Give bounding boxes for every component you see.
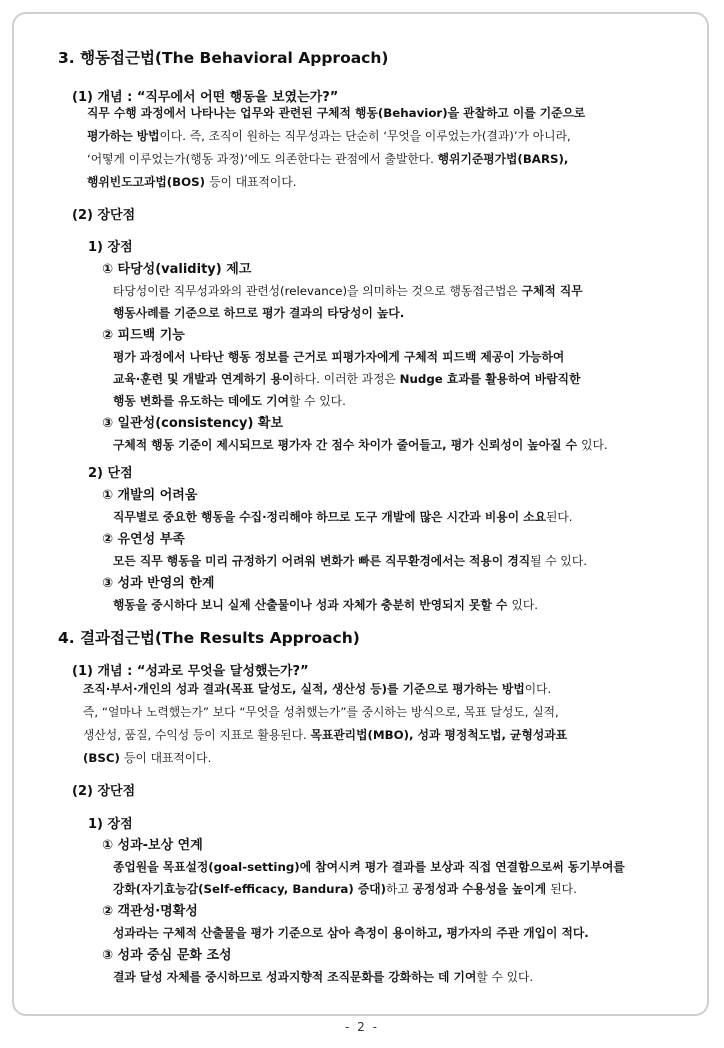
- section3-pros-item-line: [113, 302, 683, 324]
- section4-concept-line-segment: 조직·부서·개인의 성과 결과(목표 달성도, 실적, 생산성 등)를 기준으로 평가하는 방법: [83, 682, 525, 696]
- section3-cons-item-line-segment: 된다.: [546, 510, 573, 524]
- section3-concept-line-segment: ‘어떻게 이루었는가(행동 과정)’에도 의존한다는 관점에서 출발한다.: [87, 152, 438, 166]
- section3-pros-item-line: [113, 280, 683, 302]
- section3-concept-line: [87, 102, 684, 124]
- section3-pros-item-line-segment: 구체적 직무: [521, 284, 583, 298]
- section3-concept-line-segment: 행위빈도고과법(BOS): [87, 175, 210, 189]
- page-number: - 2 -: [345, 1020, 379, 1034]
- section3-pros-item-line-segment: 구체적 행동 기준이 제시되므로 평가자 간 점수 차이가 줄어들고, 평가 신뢰성이 높아질 수: [113, 438, 582, 452]
- section3-concept-line: [87, 125, 684, 147]
- section4-pros-item-line-segment: 할 수 있다.: [476, 970, 534, 984]
- section3-pros-cons-heading: (2) 장단점: [72, 208, 136, 223]
- section4-pros-item-line-segment: 성과라는 구체적 산출물을 평가 기준으로 삼아 측정이 용이하고, 평가자의 주관 개입이 적다.: [113, 926, 589, 940]
- section3-pros-item-line-segment: 있다.: [581, 438, 608, 452]
- section3-pros-item-line-segment: 교육·훈련 및 개발과 연계하기 용이: [113, 372, 294, 386]
- section3-concept-line-segment: 직무 수행 과정에서 나타나는 업무와 관련된 구체적 행동(Behavior)을 관찰하고 이를 기준으로: [87, 106, 586, 120]
- section3-pros-item-line: [113, 346, 683, 368]
- section3-pros-item-line: [113, 390, 683, 412]
- section4-pros-item-line-segment: 하고: [386, 882, 413, 896]
- section4-pros-item-line-segment: 종업원을 목표설정(goal-setting)에 참여시켜 평가 결과를 보상과 직접 연결함으로써 동기부여를: [113, 860, 625, 874]
- section4-pros-heading: 1) 장점: [88, 817, 133, 832]
- section3-cons-item-line-segment: 직무별로 중요한 행동을 수집·정리해야 하므로 도구 개발에 많은 시간과 비용이 소요: [113, 510, 547, 524]
- section4-pros-item-line-segment: 공정성과 수용성을 높이게: [412, 882, 551, 896]
- section4-pros-item-title: ② 객관성·명확성: [102, 904, 198, 919]
- section3-concept-heading: (1) 개념 : “직무에서 어떤 행동을 보였는가?”: [72, 90, 339, 105]
- section4-concept-line-segment: 등이 대표적이다.: [124, 751, 212, 765]
- section3-concept-line-segment: 이다. 즉, 조직이 원하는 직무성과는 단순히 ‘무엇을 이루었는가(결과)’가 아니라,: [159, 129, 571, 143]
- section3-concept-line-segment: 등이 대표적이다.: [209, 175, 297, 189]
- section3-pros-item-line-segment: Nudge 효과를 활용하여 바람직한: [399, 372, 581, 386]
- section4-pros-cons-heading: (2) 장단점: [72, 784, 136, 799]
- section3-concept-line: [87, 171, 684, 193]
- section4-pros-item-line-segment: 강화(자기효능감(Self-efficacy, Bandura) 증대): [113, 882, 387, 896]
- section3-cons-item-line-segment: 행동을 중시하다 보니 실제 산출물이나 성과 자체가 충분히 반영되지 못할 수: [113, 598, 512, 612]
- section3-cons-item-line: [113, 550, 683, 572]
- section3-cons-item-title: ② 유연성 부족: [102, 532, 185, 547]
- section3-concept-line: [87, 148, 684, 170]
- section4-title: 4. 결과접근법(The Results Approach): [58, 629, 360, 647]
- section4-pros-item-line-segment: 된다.: [550, 882, 577, 896]
- section3-cons-item-title: ③ 성과 반영의 한계: [102, 576, 215, 591]
- section4-concept-line-segment: (BSC): [83, 751, 125, 765]
- section4-concept-line-segment: 즉, “얼마나 노력했는가” 보다 “무엇을 성취했는가”를 중시하는 방식으로, 목표 달성도, 실적,: [83, 705, 559, 719]
- section4-concept-line-segment: 목표관리법(MBO), 성과 평정척도법, 균형성과표: [310, 728, 568, 742]
- section4-pros-item-title: ① 성과-보상 연계: [102, 838, 203, 853]
- section3-cons-item-title: ① 개발의 어려움: [102, 488, 198, 503]
- section3-cons-item-line-segment: 있다.: [511, 598, 538, 612]
- section3-pros-item-line-segment: 행동 변화를 유도하는 데에도 기여: [113, 394, 289, 408]
- section4-pros-item-line: [113, 966, 683, 988]
- section3-pros-item-line-segment: 행동사례를 기준으로 하므로 평가 결과의 타당성이 높다.: [113, 306, 405, 320]
- section3-pros-item-line-segment: 할 수 있다.: [288, 394, 346, 408]
- section3-concept-line-segment: 평가하는 방법: [87, 129, 160, 143]
- section3-pros-item-line-segment: 타당성이란 직무성과와의 관련성(relevance)을 의미하는 것으로 행동접근법은: [113, 284, 522, 298]
- section3-cons-heading: 2) 단점: [88, 466, 133, 481]
- section3-pros-item-line-segment: 평가 과정에서 나타난 행동 정보를 근거로 피평가자에게 구체적 피드백 제공이 가능하여: [113, 350, 565, 364]
- section4-pros-item-title: ③ 성과 중심 문화 조성: [102, 948, 232, 963]
- section3-cons-item-line-segment: 될 수 있다.: [530, 554, 587, 568]
- section3-pros-item-title: ③ 일관성(consistency) 확보: [102, 416, 284, 431]
- section3-pros-item-title: ② 피드백 기능: [102, 328, 185, 343]
- section3-cons-item-line: [113, 506, 683, 528]
- section4-concept-line: [83, 724, 684, 746]
- section4-concept-line: [83, 747, 684, 769]
- section4-concept-heading: (1) 개념 : “성과로 무엇을 달성했는가?”: [72, 664, 309, 679]
- section4-concept-line: [83, 678, 684, 700]
- section4-concept-line-segment: 이다.: [524, 682, 552, 696]
- section3-pros-item-title: ① 타당성(validity) 제고: [102, 262, 252, 277]
- section3-pros-item-line: [113, 434, 683, 456]
- section3-concept-line-segment: 행위기준평가법(BARS),: [437, 152, 569, 166]
- section3-cons-item-line: [113, 594, 683, 616]
- section4-pros-item-line: [113, 856, 683, 878]
- section4-pros-item-line: [113, 922, 683, 944]
- section4-concept-line: [83, 701, 684, 723]
- section4-pros-item-line-segment: 결과 달성 자체를 중시하므로 성과지향적 조직문화를 강화하는 데 기여: [113, 970, 477, 984]
- section3-cons-item-line-segment: 모든 직무 행동을 미리 규정하기 어려워 변화가 빠른 직무환경에서는 적용이 경직: [113, 554, 531, 568]
- section3-title: 3. 행동접근법(The Behavioral Approach): [58, 49, 389, 67]
- section4-concept-line-segment: 생산성, 품질, 수익성 등이 지표로 활용된다.: [83, 728, 311, 742]
- section3-pros-item-line: [113, 368, 683, 390]
- section4-pros-item-line: [113, 878, 683, 900]
- section3-pros-item-line-segment: 하다. 이러한 과정은: [293, 372, 400, 386]
- section3-pros-heading: 1) 장점: [88, 240, 133, 255]
